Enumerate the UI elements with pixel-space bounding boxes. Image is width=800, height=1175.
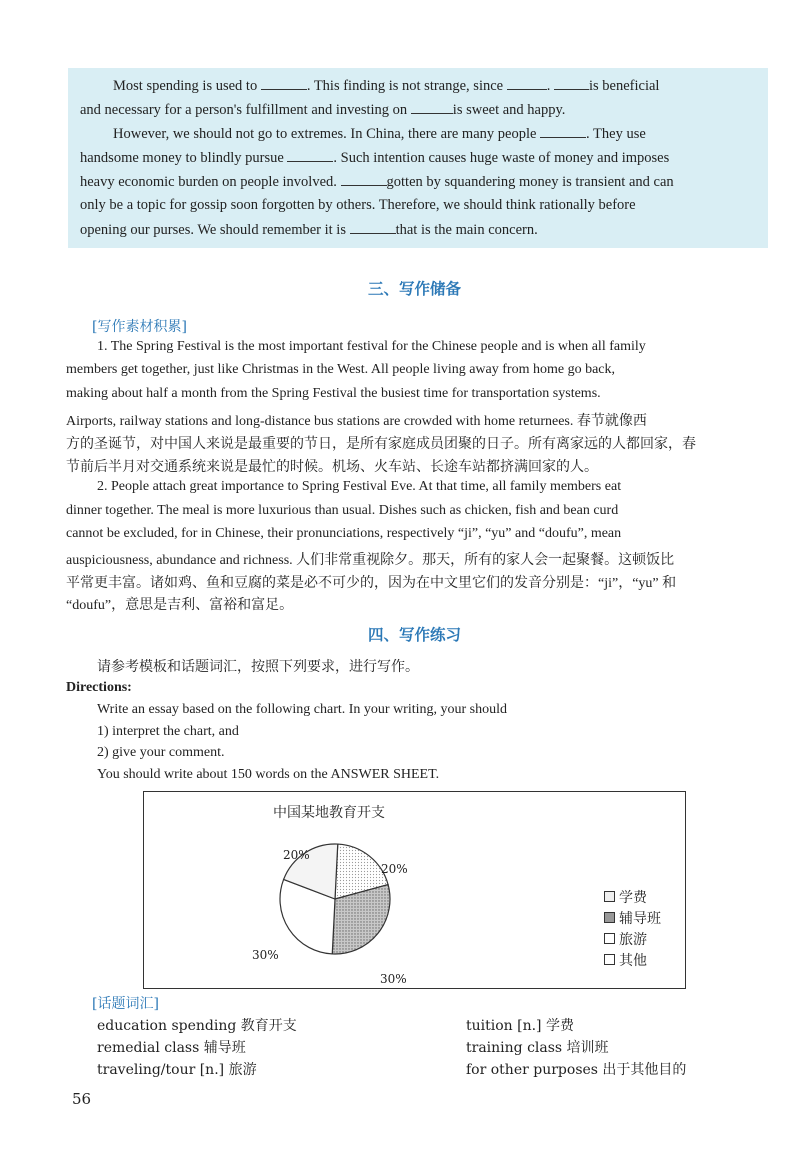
- legend-item-tuition: 学费: [604, 886, 661, 907]
- answer-blank[interactable]: [350, 221, 396, 234]
- directions-line: You should write about 150 words on the ANSWER SHEET.: [97, 767, 440, 782]
- answer-blank[interactable]: [287, 149, 333, 162]
- legend-swatch: [604, 891, 615, 902]
- section3-line: members get together, just like Christmas in the West. All people living away from home go back,: [66, 362, 616, 377]
- pie-label-tuition: 20%: [381, 862, 408, 876]
- answer-blank[interactable]: [507, 77, 547, 90]
- vocab-item: for other purposes 出于其他目的: [466, 1062, 687, 1078]
- passage-line: heavy economic burden on people involved. gotten by squandering money is transient and can: [80, 174, 674, 190]
- directions-line: 1) interpret the chart, and: [97, 724, 239, 739]
- answer-blank[interactable]: [540, 125, 586, 138]
- answer-blank[interactable]: [261, 77, 307, 90]
- legend-item-remedial: 辅导班: [604, 907, 661, 928]
- passage-line: only be a topic for gossip soon forgotten by others. Therefore, we should think rationally before: [80, 197, 636, 213]
- section3-line: making about half a month from the Spring Festival the busiest time for transportation systems.: [66, 386, 601, 401]
- legend-item-travel: 旅游: [604, 928, 661, 949]
- directions-line: 2) give your comment.: [97, 745, 225, 760]
- section3-line: 1. The Spring Festival is the most important festival for the Chinese people and is when all family: [97, 339, 646, 354]
- section4-heading: 四、写作练习: [368, 625, 462, 644]
- legend-item-other: 其他: [604, 949, 661, 970]
- section3-line: 平常更丰富。诸如鸡、鱼和豆腐的菜是必不可少的，因为在中文里它们的发音分别是：“ji”，“yu” 和: [66, 576, 677, 591]
- section3-heading: 三、写作储备: [368, 279, 462, 298]
- section3-line: 节前后半月对交通系统来说是最忙的时候。机场、火车站、长途车站都挤满回家的人。: [66, 460, 598, 475]
- section3-line: Airports, railway stations and long-distance bus stations are crowded with home returnees. 春节就像西: [66, 414, 647, 429]
- directions-line: Write an essay based on the following chart. In your writing, your should: [97, 702, 508, 717]
- chart-title: 中国某地教育开支: [273, 805, 385, 821]
- section3-line: 2. People attach great importance to Spring Festival Eve. At that time, all family members eat: [97, 479, 622, 494]
- answer-blank[interactable]: [554, 77, 589, 90]
- vocab-item: traveling/tour [n.] 旅游: [97, 1062, 257, 1078]
- passage-line: However, we should not go to extremes. In China, there are many people . They use: [113, 126, 646, 142]
- vocab-item: training class 培训班: [466, 1040, 609, 1056]
- legend-swatch: [604, 912, 615, 923]
- directions-label: Directions:: [66, 680, 132, 695]
- section3-line: dinner together. The meal is more luxurious than usual. Dishes such as chicken, fish and bean curd: [66, 503, 619, 518]
- pie-label-top-left: 20%: [283, 848, 310, 862]
- answer-blank[interactable]: [341, 173, 387, 186]
- section3-line: auspiciousness, abundance and richness. 人们非常重视除夕。那天，所有的家人会一起聚餐。这顿饭比: [66, 553, 675, 568]
- legend-swatch: [604, 933, 615, 944]
- pie-chart-frame: [143, 791, 686, 989]
- section3-line: “doufu”，意思是吉利、富裕和富足。: [66, 598, 294, 613]
- page-number: 56: [72, 1090, 92, 1108]
- section3-label: [写作素材积累]: [92, 319, 187, 335]
- vocab-item: remedial class 辅导班: [97, 1040, 246, 1056]
- pie-label-travel: 30%: [252, 948, 279, 962]
- answer-blank[interactable]: [411, 101, 453, 114]
- passage-line: opening our purses. We should remember it is that is the main concern.: [80, 222, 538, 238]
- section4-instruction: 请参考模板和话题词汇，按照下列要求，进行写作。: [97, 659, 419, 675]
- passage-line: and necessary for a person's fulfillment and investing on is sweet and happy.: [80, 102, 566, 118]
- legend-swatch: [604, 954, 615, 965]
- chart-legend: [604, 886, 661, 970]
- section3-line: 方的圣诞节，对中国人来说是最重要的节日，是所有家庭成员团聚的日子。所有离家远的人都回家，春: [66, 437, 696, 452]
- pie-label-remedial: 30%: [380, 972, 407, 986]
- vocab-label: [话题词汇]: [92, 996, 159, 1012]
- passage-line: handsome money to blindly pursue . Such intention causes huge waste of money and imposes: [80, 150, 670, 166]
- vocab-item: education spending 教育开支: [97, 1018, 297, 1034]
- vocab-item: tuition [n.] 学费: [466, 1018, 574, 1034]
- passage-line: Most spending is used to . This finding is not strange, since . is beneficial: [113, 78, 660, 94]
- section3-line: cannot be excluded, for in Chinese, their pronunciations, respectively “ji”, “yu” and “doufu”, mean: [66, 526, 622, 541]
